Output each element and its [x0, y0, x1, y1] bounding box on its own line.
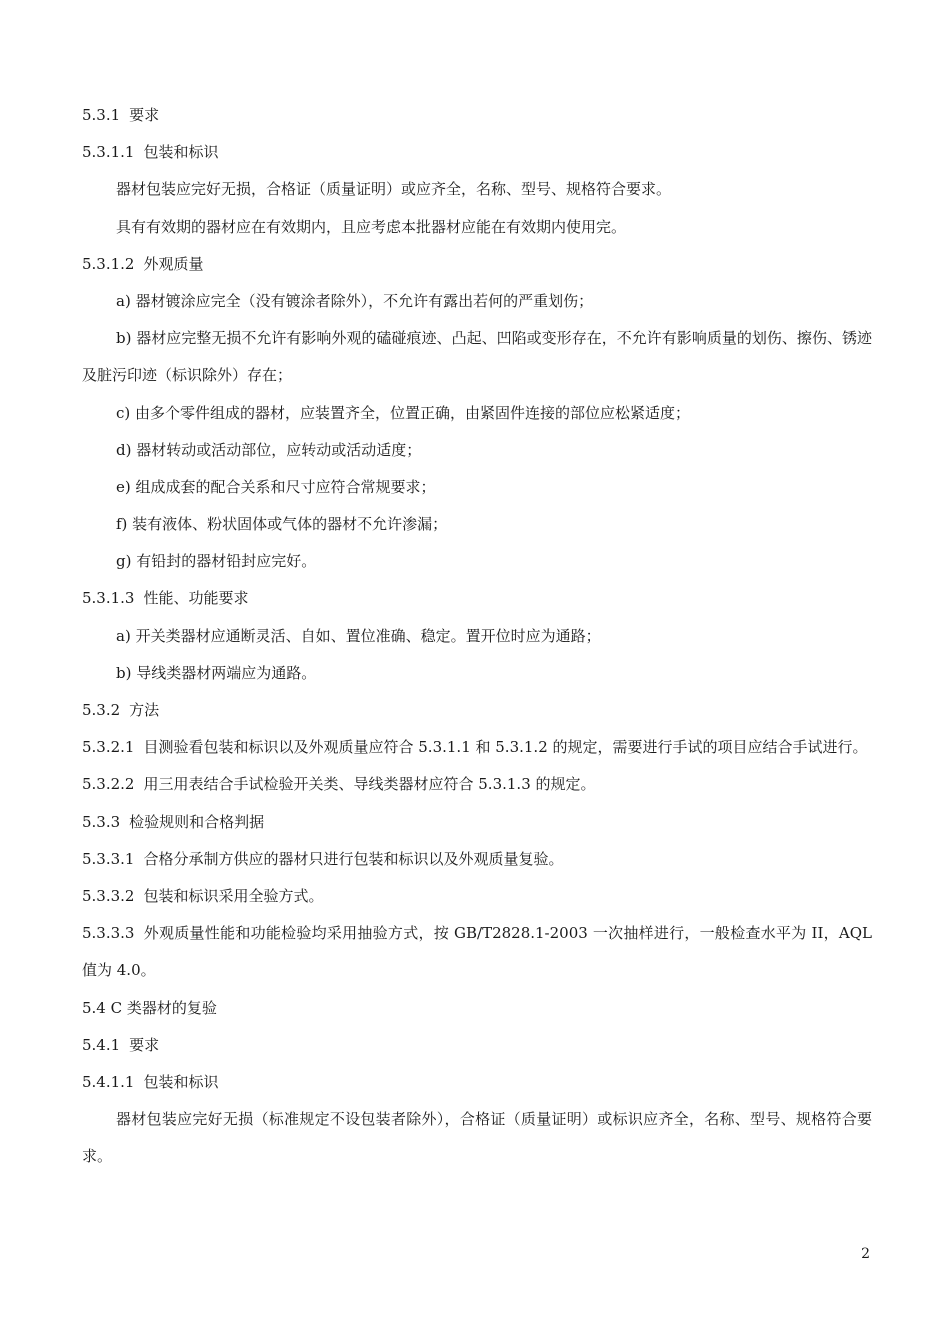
section-5-3-2-heading: 5.3.2 方法 — [82, 701, 160, 720]
section-5-3-3-1-paragraph: 5.3.3.1 合格分承制方供应的器材只进行包装和标识以及外观质量复验。 — [82, 849, 564, 868]
section-5-4-1-heading: 5.4.1 要求 — [82, 1035, 160, 1054]
section-5-4-heading: 5.4 C 类器材的复验 — [82, 998, 217, 1017]
list-item-e-fit: e) 组成成套的配合关系和尺寸应符合常规要求； — [116, 477, 436, 496]
list-item-b-integrity: b) 器材应完整无损不允许有影响外观的磕碰痕迹、凸起、凹陷或变形存在，不允许有影响质量的划伤、擦伤、锈迹及脏污印迹（标识除外）存在； — [82, 329, 872, 385]
list-item-g-lead-seal: g) 有铅封的器材铅封应完好。 — [116, 552, 317, 571]
section-5-3-1-2-heading: 5.3.1.2 外观质量 — [82, 254, 204, 273]
paragraph-validity-period: 具有有效期的器材应在有效期内，且应考虑本批器材应能在有效期内使用完。 — [116, 217, 627, 236]
section-5-3-1-3-heading: 5.3.1.3 性能、功能要求 — [82, 589, 249, 608]
list-item-a-switch: a) 开关类器材应通断灵活、自如、置位准确、稳定。置开位时应为通路； — [116, 626, 601, 645]
section-5-3-1-heading: 5.3.1 要求 — [82, 106, 160, 124]
section-5-3-1-1-heading: 5.3.1.1 包装和标识 — [82, 143, 219, 162]
paragraph-c-class-packaging: 器材包装应完好无损（标准规定不设包装者除外），合格证（质量证明）或标识应齐全，名称、型号、规格符合要求。 — [82, 1110, 872, 1166]
section-5-3-2-1-paragraph: 5.3.2.1 目测验看包装和标识以及外观质量应符合 5.3.1.1 和 5.3.1.2 的规定，需要进行手试的项目应结合手试进行。 — [82, 738, 868, 757]
list-item-c-assembly: c) 由多个零件组成的器材，应装置齐全，位置正确，由紧固件连接的部位应松紧适度； — [116, 403, 691, 422]
list-item-a-plating: a) 器材镀涂应完全（没有镀涂者除外），不允许有露出若何的严重划伤； — [116, 291, 594, 310]
section-5-3-3-2-paragraph: 5.3.3.2 包装和标识采用全验方式。 — [82, 886, 324, 905]
list-item-d-moving-parts: d) 器材转动或活动部位，应转动或活动适度； — [116, 440, 422, 459]
list-item-b-wire: b) 导线类器材两端应为通路。 — [116, 663, 317, 682]
section-5-3-2-2-paragraph: 5.3.2.2 用三用表结合手试检验开关类、导线类器材应符合 5.3.1.3 的规定。 — [82, 775, 596, 794]
section-5-3-3-heading: 5.3.3 检验规则和合格判据 — [82, 812, 265, 831]
paragraph-packaging-complete: 器材包装应完好无损，合格证（质量证明）或应齐全，名称、型号、规格符合要求。 — [116, 180, 672, 199]
document-body — [82, 97, 872, 1176]
section-5-4-1-1-heading: 5.4.1.1 包装和标识 — [82, 1072, 219, 1091]
page-number: 2 — [861, 1246, 870, 1262]
section-5-3-3-3-paragraph: 5.3.3.3 外观质量性能和功能检验均采用抽验方式，按 GB/T2828.1-2003 一次抽样进行，一般检查水平为 II，AQL 值为 4.0。 — [82, 924, 872, 980]
list-item-f-leakage: f) 装有液体、粉状固体或气体的器材不允许渗漏； — [116, 515, 448, 534]
